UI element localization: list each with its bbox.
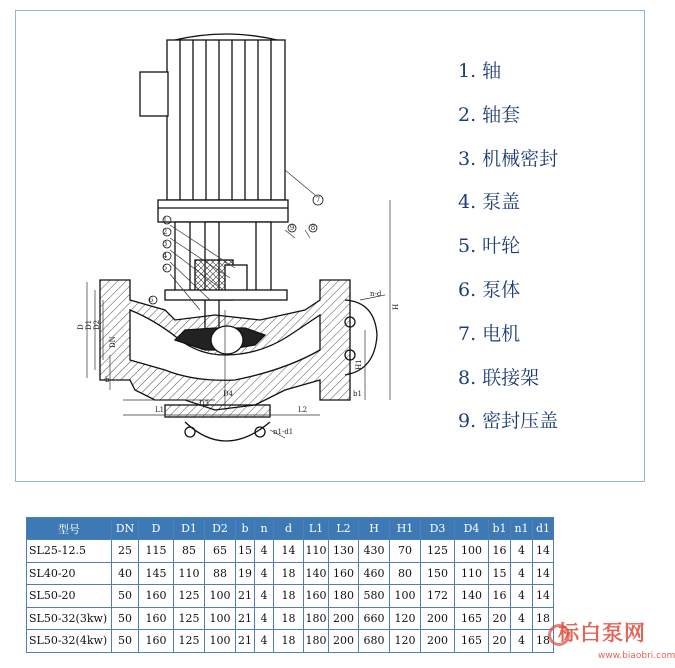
label-d3: D3 — [199, 400, 210, 408]
label-h: H — [392, 303, 400, 310]
table-cell: 4 — [511, 630, 533, 653]
table-cell: 18 — [533, 630, 554, 653]
table-header-cell: H1 — [390, 518, 421, 540]
table-row — [27, 585, 554, 608]
table-cell: 165 — [455, 630, 489, 653]
table-cell: 125 — [421, 540, 455, 563]
callout-2: 2 — [162, 228, 168, 236]
table-cell: 145 — [139, 562, 174, 585]
table-header-cell: H — [359, 518, 390, 540]
table-cell: 140 — [304, 562, 329, 585]
part-item: 3. 机械密封 — [458, 147, 559, 170]
table-cell: 4 — [511, 607, 533, 630]
table-cell: 110 — [174, 562, 205, 585]
table-cell: 18 — [533, 607, 554, 630]
table-cell: 180 — [329, 585, 359, 608]
table-cell: 18 — [274, 585, 304, 608]
label-n1-d1: n1-d1 — [273, 428, 294, 436]
parts-list — [458, 57, 558, 451]
table-cell: 21 — [236, 585, 255, 608]
table-header-cell: D1 — [174, 518, 205, 540]
table-cell: 16 — [489, 585, 511, 608]
callout-7: 7 — [315, 196, 321, 204]
table-header-cell: d — [274, 518, 304, 540]
table-header-cell: D2 — [205, 518, 236, 540]
table-cell: 21 — [236, 630, 255, 653]
table-cell: 160 — [139, 630, 174, 653]
part-item: 1. 轴 — [458, 60, 502, 82]
table-header-row — [27, 518, 554, 540]
table-cell: 100 — [455, 540, 489, 563]
table-cell: 200 — [421, 630, 455, 653]
table-row — [27, 562, 554, 585]
table-cell: 4 — [511, 540, 533, 563]
table-cell: 172 — [421, 585, 455, 608]
label-d4: D4 — [223, 390, 234, 398]
callout-8: 8 — [310, 224, 316, 232]
table-cell: 65 — [205, 540, 236, 563]
label-n-d: n-d — [370, 290, 382, 298]
label-b1: b1 — [353, 390, 362, 398]
table-cell: 150 — [421, 562, 455, 585]
table-row — [27, 607, 554, 630]
table-cell-model: SL50-32(3kw) — [27, 607, 112, 630]
table-cell: 200 — [329, 607, 359, 630]
table-cell: 4 — [255, 540, 274, 563]
table-row — [27, 630, 554, 653]
table-cell: 18 — [274, 630, 304, 653]
table-cell: 125 — [174, 585, 205, 608]
table-cell: 4 — [255, 562, 274, 585]
pump-cross-section-drawing — [15, 10, 445, 480]
table-cell: 4 — [511, 585, 533, 608]
table-cell: 40 — [112, 562, 139, 585]
part-item: 2. 轴套 — [458, 103, 521, 126]
table-cell-model: SL40-20 — [27, 562, 112, 585]
table-cell: 4 — [255, 607, 274, 630]
table-cell: 130 — [329, 540, 359, 563]
callout-9: 9 — [289, 224, 295, 232]
table-cell: 50 — [112, 607, 139, 630]
table-cell: 680 — [359, 630, 390, 653]
table-cell: 200 — [329, 630, 359, 653]
table-cell: 14 — [533, 540, 554, 563]
table-cell: 430 — [359, 540, 390, 563]
label-b: b — [105, 376, 110, 384]
watermark-text: 标白泵网 — [558, 621, 646, 645]
table-header-cell: d1 — [533, 518, 554, 540]
table-cell: 14 — [533, 562, 554, 585]
callout-3: 3 — [162, 240, 168, 248]
table-cell: 160 — [139, 607, 174, 630]
table-cell: 110 — [304, 540, 329, 563]
callout-1: 1 — [162, 216, 168, 224]
table-cell: 140 — [455, 585, 489, 608]
table-header-cell: DN — [112, 518, 139, 540]
part-item: 5. 叶轮 — [458, 235, 521, 258]
table-cell: 100 — [390, 585, 421, 608]
label-l2: L2 — [298, 406, 308, 414]
table-cell: 200 — [421, 607, 455, 630]
table-header-cell: L1 — [304, 518, 329, 540]
spec-table — [26, 517, 554, 653]
callout-6: 6 — [148, 296, 154, 304]
table-cell: 120 — [390, 630, 421, 653]
label-d1: D1 — [85, 319, 93, 330]
table-header-cell: 型号 — [27, 518, 112, 540]
table-cell: 4 — [255, 585, 274, 608]
label-dn: DN — [109, 336, 117, 348]
table-cell: 21 — [236, 607, 255, 630]
table-cell: 16 — [489, 540, 511, 563]
table-header-cell: D — [139, 518, 174, 540]
table-cell: 460 — [359, 562, 390, 585]
table-cell: 100 — [205, 585, 236, 608]
table-body — [27, 540, 554, 653]
table-cell-model: SL50-32(4kw) — [27, 630, 112, 653]
table-cell: 88 — [205, 562, 236, 585]
part-item: 9. 密封压盖 — [458, 410, 559, 433]
table-header-cell: D3 — [421, 518, 455, 540]
table-cell: 15 — [489, 562, 511, 585]
table-cell-model: SL25-12.5 — [27, 540, 112, 563]
table-cell: 580 — [359, 585, 390, 608]
table-cell: 20 — [489, 607, 511, 630]
table-cell: 18 — [274, 607, 304, 630]
table-cell: 18 — [274, 562, 304, 585]
part-item: 6. 泵体 — [458, 278, 521, 301]
callout-4: 4 — [162, 252, 168, 260]
table-header-cell: n — [255, 518, 274, 540]
table-cell: 19 — [236, 562, 255, 585]
table-cell: 160 — [329, 562, 359, 585]
bottom-flange-view — [185, 422, 270, 441]
table-row — [27, 540, 554, 563]
table-cell: 100 — [205, 630, 236, 653]
table-cell: 4 — [511, 562, 533, 585]
table-cell: 165 — [455, 607, 489, 630]
table-cell: 160 — [304, 585, 329, 608]
watermark-url: www.biaobri.com — [598, 651, 675, 661]
table-cell: 125 — [174, 607, 205, 630]
table-cell: 80 — [390, 562, 421, 585]
table-cell: 4 — [255, 630, 274, 653]
table-cell: 180 — [304, 607, 329, 630]
motor-flange — [158, 200, 288, 222]
table-header-cell: D4 — [455, 518, 489, 540]
table-cell: 120 — [390, 607, 421, 630]
table-header-cell: L2 — [329, 518, 359, 540]
table-cell: 660 — [359, 607, 390, 630]
table-header-cell: b1 — [489, 518, 511, 540]
table-cell: 25 — [112, 540, 139, 563]
table-cell: 70 — [390, 540, 421, 563]
label-d: D — [77, 324, 85, 330]
table-cell: 125 — [174, 630, 205, 653]
table-cell: 110 — [455, 562, 489, 585]
table-header-cell: n1 — [511, 518, 533, 540]
part-item: 7. 电机 — [458, 322, 521, 345]
table-cell-model: SL50-20 — [27, 585, 112, 608]
callout-5: 5 — [162, 264, 168, 272]
table-cell: 50 — [112, 585, 139, 608]
table-cell: 14 — [274, 540, 304, 563]
label-d2: D2 — [93, 319, 101, 330]
part-item: 4. 泵盖 — [458, 191, 521, 214]
label-h1: H1 — [355, 359, 363, 370]
motor — [140, 34, 285, 200]
table-cell: 115 — [139, 540, 174, 563]
table-cell: 85 — [174, 540, 205, 563]
table-cell: 15 — [236, 540, 255, 563]
table-cell: 160 — [139, 585, 174, 608]
table-cell: 50 — [112, 630, 139, 653]
label-l1: L1 — [155, 406, 165, 414]
part-item: 8. 联接架 — [458, 366, 540, 389]
table-cell: 20 — [489, 630, 511, 653]
table-cell: 14 — [533, 585, 554, 608]
table-cell: 100 — [205, 607, 236, 630]
table-cell: 180 — [304, 630, 329, 653]
table-header-cell: b — [236, 518, 255, 540]
